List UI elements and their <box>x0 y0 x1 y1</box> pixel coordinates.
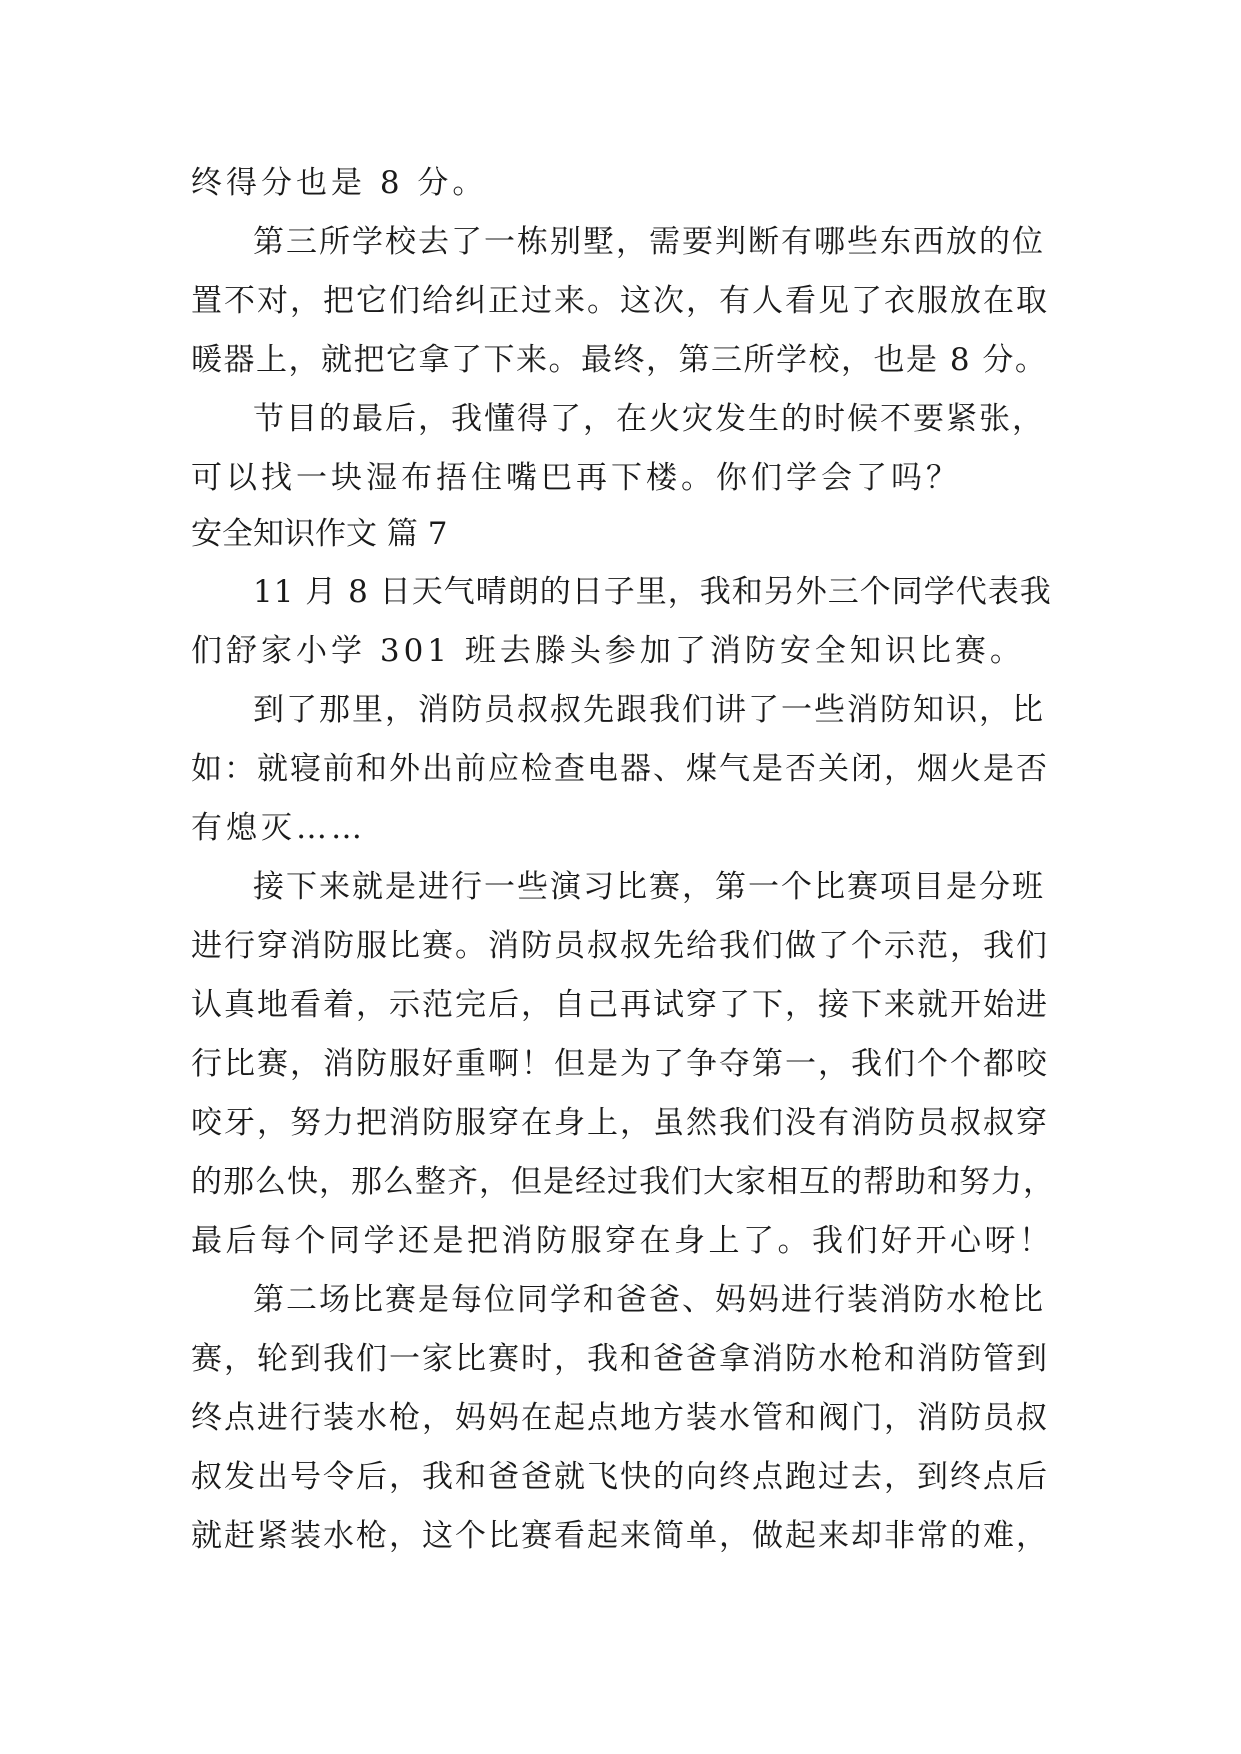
text-line: 认真地看着，示范完后，自己再试穿了下，接下来就开始进 <box>191 987 1049 1023</box>
paragraph-start-line: 11 月 8 日天气晴朗的日子里，我和另外三个同学代表我 <box>253 574 1052 610</box>
text-line: 可以找一块湿布捂住嘴巴再下楼。你们学会了吗？ <box>191 460 961 496</box>
text-line: 们舒家小学 301 班去滕头参加了消防安全知识比赛。 <box>191 633 1025 669</box>
text-line: 暖器上，就把它拿了下来。最终，第三所学校，也是 8 分。 <box>191 342 1048 378</box>
paragraph-start-line: 接下来就是进行一些演习比赛，第一个比赛项目是分班 <box>253 869 1045 905</box>
paragraph-start-line: 到了那里，消防员叔叔先跟我们讲了一些消防知识，比 <box>253 692 1045 728</box>
text-line: 如：就寝前和外出前应检查电器、煤气是否关闭，烟火是否 <box>191 751 1049 787</box>
text-line: 进行穿消防服比赛。消防员叔叔先给我们做了个示范，我们 <box>191 928 1049 964</box>
text-line: 的那么快，那么整齐，但是经过我们大家相互的帮助和努力， <box>191 1164 1055 1200</box>
text-line: 有熄灭…… <box>191 810 366 846</box>
text-line: 终得分也是 8 分。 <box>191 165 488 201</box>
text-line: 终点进行装水枪，妈妈在起点地方装水管和阀门，消防员叔 <box>191 1400 1049 1436</box>
text-line: 最后每个同学还是把消防服穿在身上了。我们好开心呀！ <box>191 1223 1054 1259</box>
text-line: 就赶紧装水枪，这个比赛看起来简单，做起来却非常的难， <box>191 1518 1049 1554</box>
paragraph-start-line: 节目的最后，我懂得了，在火灾发生的时候不要紧张， <box>253 401 1045 437</box>
paragraph-start-line: 第三所学校去了一栋别墅，需要判断有哪些东西放的位 <box>253 224 1045 260</box>
text-line: 咬牙，努力把消防服穿在身上，虽然我们没有消防员叔叔穿 <box>191 1105 1049 1141</box>
text-line: 赛，轮到我们一家比赛时，我和爸爸拿消防水枪和消防管到 <box>191 1341 1049 1377</box>
paragraph-start-line: 第二场比赛是每位同学和爸爸、妈妈进行装消防水枪比 <box>253 1282 1045 1318</box>
text-line: 行比赛，消防服好重啊！但是为了争夺第一，我们个个都咬 <box>191 1046 1049 1082</box>
text-line: 叔发出号令后，我和爸爸就飞快的向终点跑过去，到终点后 <box>191 1459 1049 1495</box>
text-line: 置不对，把它们给纠正过来。这次，有人看见了衣服放在取 <box>191 283 1049 319</box>
section-heading: 安全知识作文 篇 7 <box>191 516 448 552</box>
